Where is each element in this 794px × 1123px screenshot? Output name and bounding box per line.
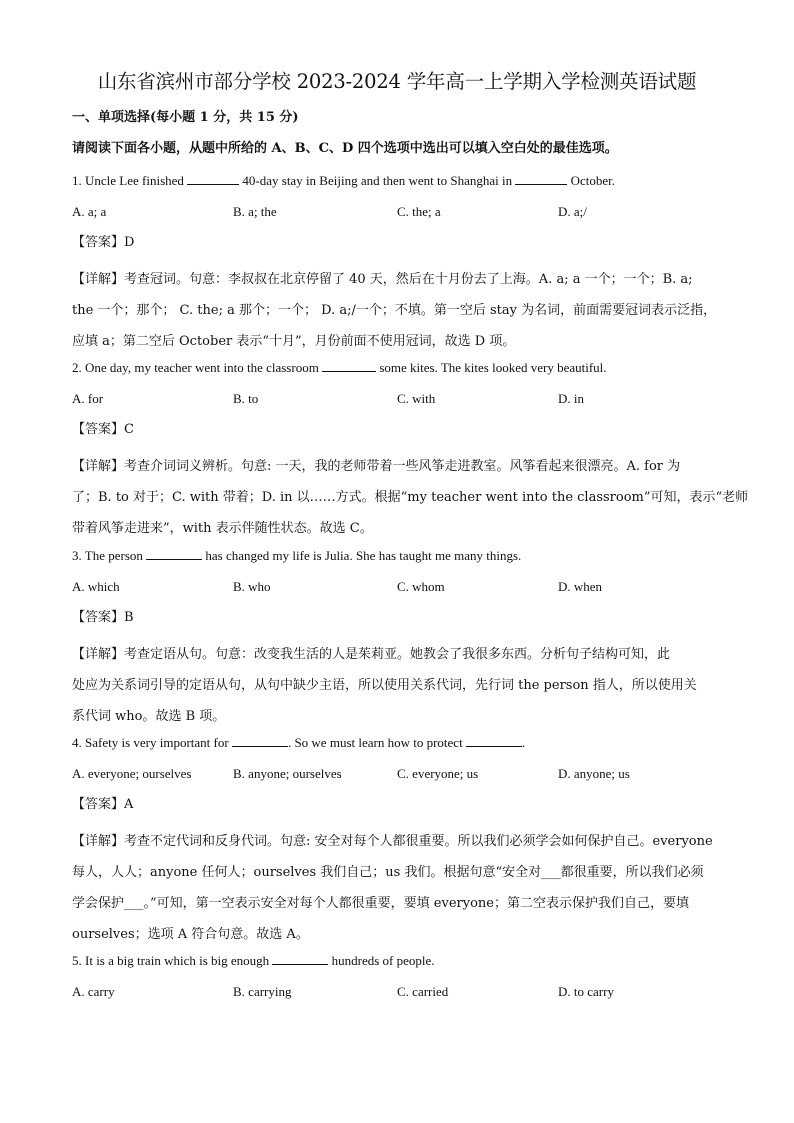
answer-explanation [72,826,732,950]
answer-explanation [72,264,732,357]
explanation-line: 处应为关系词引导的定语从句，从句中缺少主语，所以使用关系代词，先行词 the person 指人，所以使用关 [72,678,697,693]
answer-label: 【答案】B [72,610,134,625]
option-b: B. a; the [233,204,277,219]
option-d: D. in [558,391,584,406]
explanation-line: the 一个；那个； C. the; a 那个；一个； D. a;/一个；不填。第一空后 stay 为名词，前面需要冠词表示泛指， [72,303,717,318]
answer-blank [466,734,522,747]
explanation-line: 应填 a；第二空后 October 表示“十月”，月份前面不使用冠词，故选 D 项。 [72,334,516,349]
explanation-line: 系代词 who。故选 B 项。 [72,709,226,724]
explanation-line: 【详解】考查不定代词和反身代词。句意: 安全对每个人都很重要。所以我们必须学会如何保护自己。everyone [72,834,713,849]
option-b: B. anyone; ourselves [233,766,342,781]
explanation-line: 每人，人人；anyone 任何人；ourselves 我们自己；us 我们。根据句意“安全对___都很重要，所以我们必须 [72,865,704,880]
question-stem: 1. Uncle Lee finished 40-day stay in Beijing and then went to Shanghai in October. [72,173,616,188]
question-3 [72,547,732,732]
answer-blank [272,952,328,965]
question-1 [72,172,732,357]
answer-label: 【答案】A [72,797,134,812]
option-d: D. anyone; us [558,766,630,781]
explanation-line: 了；B. to 对于；C. with 带着；D. in 以……方式。根据“my teacher went into the classroom”可知，表示“老师 [72,490,749,505]
question-2 [72,359,749,544]
option-c: C. with [397,391,436,406]
options-row [72,390,732,408]
answer-explanation [72,451,749,544]
option-b: B. to [233,391,259,406]
option-c: C. whom [397,579,445,594]
options-row [72,578,732,596]
option-d: D. when [558,579,603,594]
section-title: 一、单项选择(每小题 1 分，共 15 分) [72,110,299,125]
question-4 [72,734,732,950]
option-b: B. who [233,579,271,594]
option-a: A. which [72,579,120,594]
option-a: A. for [72,391,104,406]
explanation-line: 【详解】考查介词词义辨析。句意: 一天，我的老师带着一些风筝走进教室。风筝看起来很漂亮。A. for 为 [72,459,681,474]
options-row [72,765,732,783]
option-a: A. everyone; ourselves [72,766,192,781]
answer-blank [515,172,567,185]
answer-label: 【答案】C [72,422,134,437]
options-row [72,203,732,221]
answer-label: 【答案】D [72,235,135,250]
answer-blank [187,172,239,185]
option-c: C. the; a [397,204,441,219]
explanation-line: 【详解】考查冠词。句意：李叔叔在北京停留了 40 天，然后在十月份去了上海。A. a; a 一个；一个；B. a; [72,272,693,287]
answer-explanation [72,639,732,732]
answer-blank [322,359,376,372]
question-5 [72,952,732,1001]
instruction-text: 请阅读下面各小题，从题中所给的 A、B、C、D 四个选项中选出可以填入空白处的最佳选项。 [72,141,618,156]
page-title: 山东省滨州市部分学校 2023-2024 学年高一上学期入学检测英语试题 [97,70,697,93]
option-c: C. carried [397,984,449,999]
option-d: D. a;/ [558,204,587,219]
explanation-line: 【详解】考查定语从句。句意：改变我生活的人是茱莉亚。她教会了我很多东西。分析句子结构可知，此 [72,647,671,662]
option-a: A. carry [72,984,115,999]
question-stem: 5. It is a big train which is big enough hundreds of people. [72,953,435,968]
option-b: B. carrying [233,984,292,999]
explanation-line: ourselves；选项 A 符合句意。故选 A。 [72,927,309,942]
explanation-line: 学会保护___。”可知，第一空表示安全对每个人都很重要，要填 everyone；第二空表示保护我们自己，要填 [72,896,689,911]
answer-blank [146,547,202,560]
explanation-line: 带着风筝走进来”，with 表示伴随性状态。故选 C。 [72,521,373,536]
options-row [72,983,732,1001]
question-stem: 4. Safety is very important for . So we must learn how to protect . [72,735,526,750]
option-d: D. to carry [558,984,614,999]
question-stem: 2. One day, my teacher went into the classroom some kites. The kites looked very beautiful. [72,360,607,375]
option-c: C. everyone; us [397,766,479,781]
question-stem: 3. The person has changed my life is Julia. She has taught me many things. [72,548,522,563]
option-a: A. a; a [72,204,107,219]
answer-blank [232,734,288,747]
